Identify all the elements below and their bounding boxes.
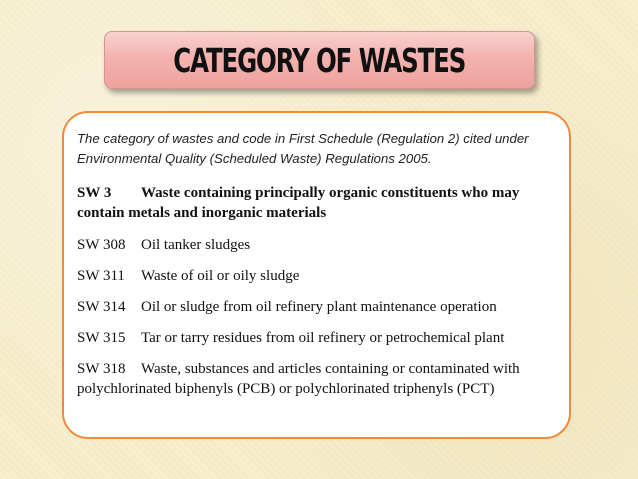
category-heading bbox=[77, 183, 557, 223]
intro-text: The category of wastes and code in First Schedule (Regulation 2) cited under Environmental Quality (Scheduled Waste) Regulations 2005. bbox=[77, 131, 529, 166]
waste-description: Oil tanker sludges bbox=[141, 237, 251, 253]
waste-description: Oil or sludge from oil refinery plant maintenance operation bbox=[141, 299, 497, 315]
waste-code: SW 308 bbox=[77, 237, 126, 253]
category-code: SW 3 bbox=[77, 185, 112, 201]
title-banner bbox=[104, 31, 535, 89]
category-description: Waste containing principally organic constituents who may contain metals and inorganic materials bbox=[77, 185, 520, 221]
waste-description: Tar or tarry residues from oil refinery or petrochemical plant bbox=[141, 330, 505, 346]
waste-item-sw311 bbox=[77, 266, 557, 286]
waste-code: SW 314 bbox=[77, 299, 126, 315]
waste-code: SW 315 bbox=[77, 330, 126, 346]
waste-description: Waste of oil or oily sludge bbox=[141, 268, 300, 284]
waste-code: SW 311 bbox=[77, 268, 125, 284]
waste-item-sw314 bbox=[77, 297, 557, 317]
page-title: CATEGORY OF WASTES bbox=[173, 40, 466, 80]
content-panel bbox=[62, 111, 571, 439]
waste-code: SW 318 bbox=[77, 361, 126, 377]
waste-item-sw318 bbox=[77, 359, 557, 399]
waste-item-sw315 bbox=[77, 328, 557, 348]
waste-item-sw308 bbox=[77, 235, 557, 255]
waste-description: Waste, substances and articles containing or contaminated with polychlorinated biphenyls (PCB) or polychlorinated triphenyls (PCT) bbox=[77, 361, 520, 397]
